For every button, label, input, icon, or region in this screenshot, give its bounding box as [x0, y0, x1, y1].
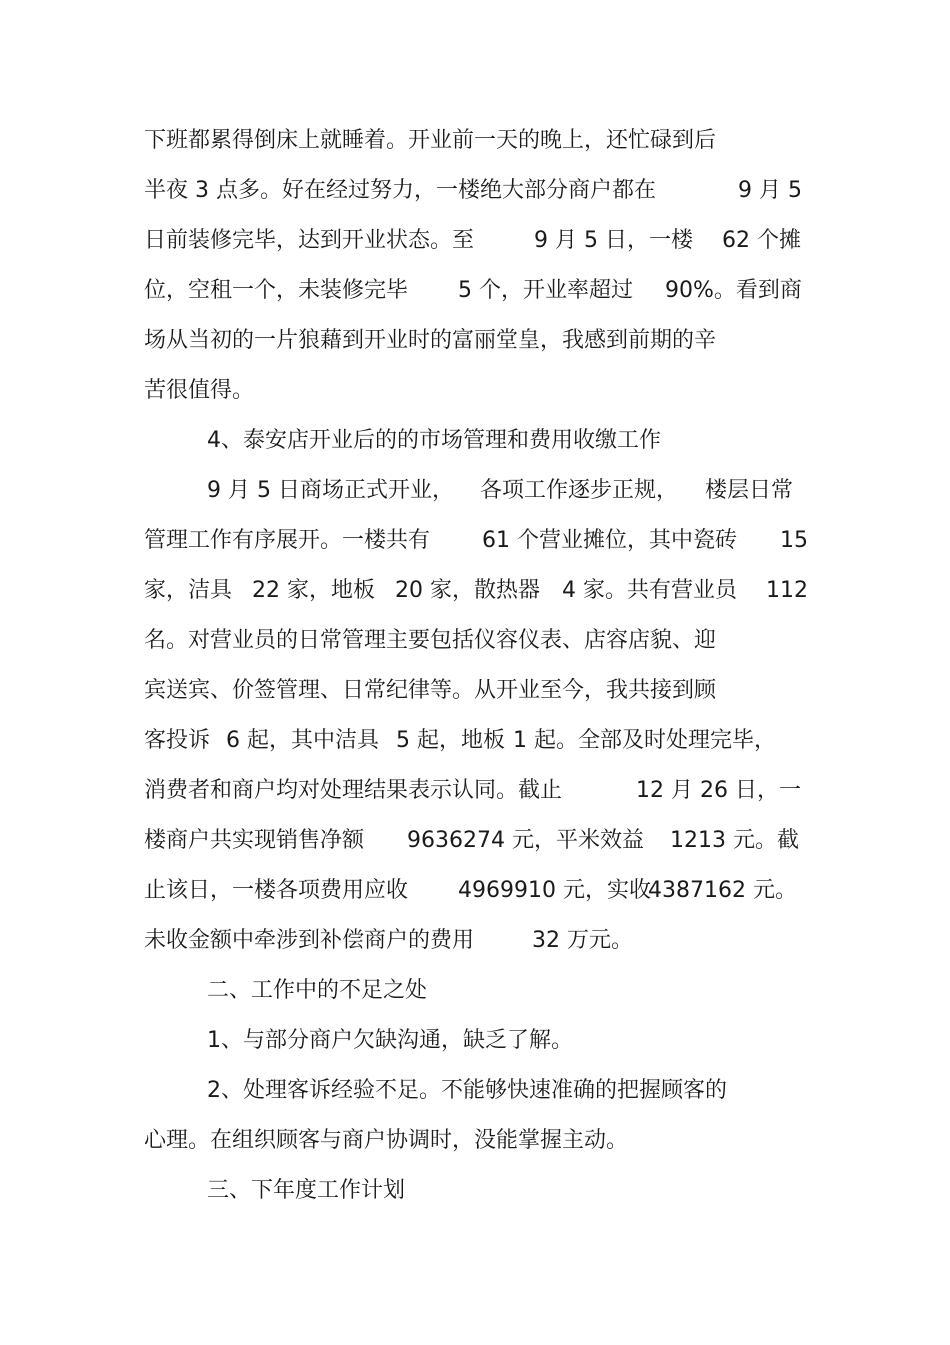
- text-segment: 二、工作中的不足之处: [207, 978, 428, 1003]
- text-segment: 楼商户共实现销售净额: [144, 828, 365, 853]
- section-heading: [0, 424, 950, 458]
- text-line: [0, 774, 950, 808]
- text-segment: 12 月 26 日，一: [636, 778, 801, 803]
- text-segment: 名。对营业员的日常管理主要包括仪容仪表、店容店貌、迎: [144, 628, 717, 653]
- text-segment: 5 起，地板: [396, 728, 505, 753]
- text-line: [0, 624, 950, 658]
- text-segment: 止该日，一楼各项费用应收: [144, 878, 409, 903]
- text-segment: 4 家。共有营业员: [562, 578, 737, 603]
- text-segment: 5 个，开业率超过: [458, 278, 633, 303]
- text-segment: 20 家，散热器: [395, 578, 540, 603]
- text-segment: 2、处理客诉经验不足。不能够快速准确的把握顾客的: [207, 1078, 727, 1103]
- text-line: [0, 324, 950, 358]
- text-segment: 位，空租一个，未装修完毕: [144, 278, 409, 303]
- text-segment: 4969910 元，实收: [458, 878, 651, 903]
- text-line: [0, 874, 950, 908]
- text-segment: 61 个营业摊位，其中瓷砖: [482, 528, 737, 553]
- text-segment: 62 个摊: [722, 228, 801, 253]
- text-segment: 9636274 元，平米效益: [407, 828, 644, 853]
- text-segment: 15: [780, 528, 808, 553]
- section-heading: [0, 1174, 950, 1208]
- text-segment: 1213 元。截: [670, 828, 799, 853]
- text-segment: 9 月 5 日，一楼: [534, 228, 693, 253]
- text-segment: 场从当初的一片狼藉到开业时的富丽堂皇，我感到前期的辛: [144, 328, 717, 353]
- text-segment: 各项工作逐步正规，: [480, 478, 679, 503]
- text-line: [0, 474, 950, 508]
- text-segment: 家，洁具: [144, 578, 233, 603]
- text-segment: 苦很值得。: [144, 378, 255, 403]
- text-segment: 9 月 5 日商场正式开业，: [207, 478, 454, 503]
- text-segment: 客投诉: [144, 728, 211, 753]
- text-segment: 楼层日常: [705, 478, 794, 503]
- text-segment: 日前装修完毕，达到开业状态。至: [144, 228, 475, 253]
- section-heading: [0, 974, 950, 1008]
- text-line: [0, 574, 950, 608]
- text-segment: 4、泰安店开业后的的市场管理和费用收缴工作: [207, 428, 661, 453]
- text-line: [0, 1124, 950, 1158]
- text-segment: 112: [766, 578, 808, 603]
- text-segment: 消费者和商户均对处理结果表示认同。截止: [144, 778, 563, 803]
- text-segment: 6 起，其中洁具: [226, 728, 379, 753]
- text-line: [0, 724, 950, 758]
- text-line: [0, 124, 950, 158]
- text-segment: 22 家，地板: [252, 578, 375, 603]
- text-segment: 未收金额中牵涉到补偿商户的费用: [144, 928, 475, 953]
- text-line: [0, 924, 950, 958]
- text-segment: 管理工作有序展开。一楼共有: [144, 528, 431, 553]
- text-segment: 90%。看到商: [665, 278, 802, 303]
- text-line: [0, 224, 950, 258]
- text-line: [0, 524, 950, 558]
- text-line: [0, 374, 950, 408]
- text-segment: 1、与部分商户欠缺沟通，缺乏了解。: [207, 1028, 573, 1053]
- text-line: [0, 174, 950, 208]
- text-segment: 三、下年度工作计划: [207, 1178, 406, 1203]
- text-segment: 4387162 元。: [648, 878, 797, 903]
- list-item: [0, 1074, 950, 1108]
- text-line: [0, 274, 950, 308]
- text-segment: 1 起。全部及时处理完毕，: [513, 728, 776, 753]
- text-line: [0, 674, 950, 708]
- text-segment: 9 月 5: [738, 178, 802, 203]
- text-line: [0, 824, 950, 858]
- text-segment: 32 万元。: [532, 928, 633, 953]
- text-segment: 心理。在组织顾客与商户协调时，没能掌握主动。: [144, 1128, 629, 1153]
- text-segment: 半夜 3 点多。好在经过努力，一楼绝大部分商户都在: [144, 178, 656, 203]
- text-segment: 宾送宾、价签管理、日常纪律等。从开业至今，我共接到顾: [144, 678, 717, 703]
- list-item: [0, 1024, 950, 1058]
- text-segment: 下班都累得倒床上就睡着。开业前一天的晚上，还忙碌到后: [144, 128, 717, 153]
